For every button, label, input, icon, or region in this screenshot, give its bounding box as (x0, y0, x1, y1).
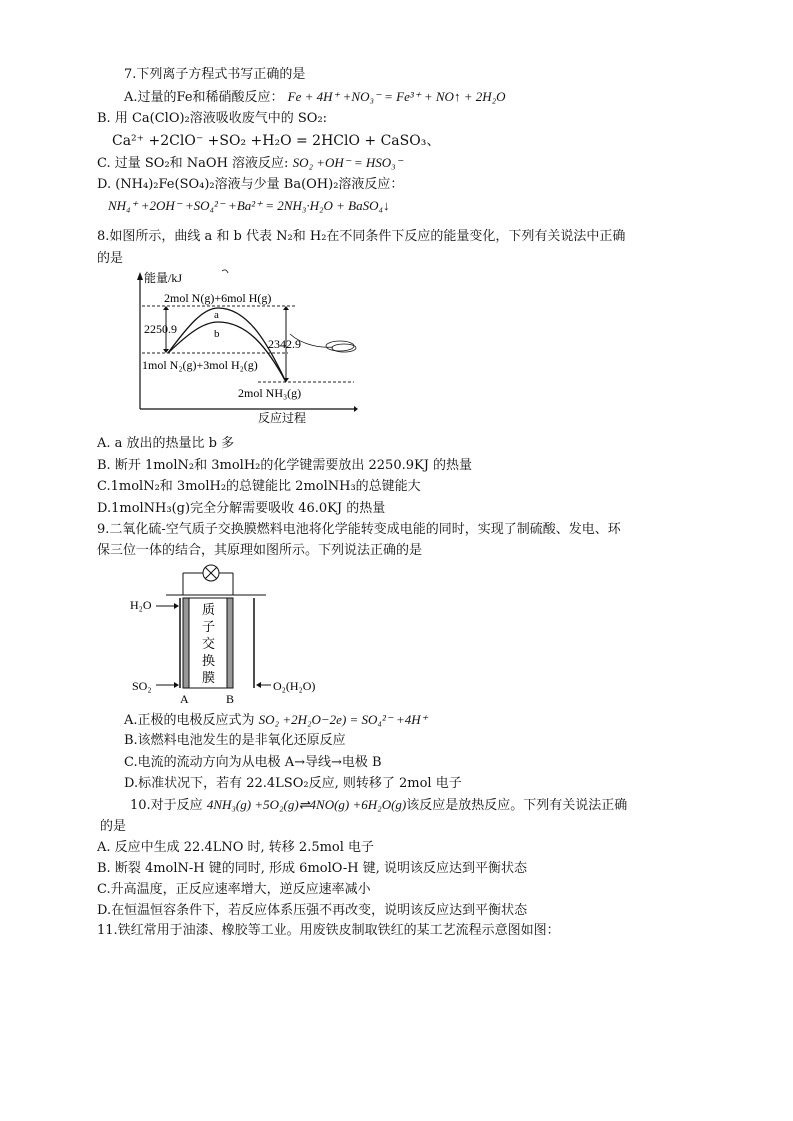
q9-option-a-label: A.正极的电极反应式为 (124, 713, 255, 728)
q7-option-a-label: A.过量的Fe和稀硝酸反应： (124, 90, 284, 105)
electrode-b-label: B (226, 692, 235, 706)
membrane-char-1: 质 (202, 602, 216, 617)
q9-option-b: B.该燃料电池发生的是非氧化还原反应 (124, 733, 346, 748)
q10-stem-equation: 4NH₃(g) +5O₂(g)⇌4NO(g) +6H₂O(g) (206, 797, 407, 812)
right-energy-value: 2342.9 (268, 337, 301, 351)
q9-option-a-equation: SO₂ +2H₂O−2e) = SO₄²⁻ +4H⁺ (258, 712, 428, 727)
curve-b-label: b (214, 328, 220, 340)
q7-option-b-label: B. 用 Ca(ClO)₂溶液吸收废气中的 SO₂: (97, 111, 328, 126)
membrane-char-4: 换 (202, 653, 216, 668)
q10-stem-line1 (130, 796, 627, 815)
q9-option-a (124, 711, 427, 730)
q7-option-d-equation: NH₄⁺ +2OH⁻ +SO₄²⁻ +Ba²⁺ = 2NH₃·H₂O + BaSO₄↓ (108, 198, 390, 213)
q10-option-c: C.升高温度，正反应速率增大，逆反应速率减小 (97, 882, 371, 897)
membrane-char-2: 子 (202, 619, 216, 634)
electrode-a-label: A (180, 692, 189, 706)
q10-stem-line2: 的是 (100, 819, 127, 834)
q10-option-b: B. 断裂 4molN-H 键的同时, 形成 6molO-H 键, 说明该反应达到平衡状态 (97, 861, 528, 876)
q10-option-d: D.在恒温恒容条件下，若反应体系压强不再改变，说明该反应达到平衡状态 (97, 903, 528, 918)
q7-option-c (97, 154, 403, 173)
curve-a-label: a (214, 309, 219, 321)
q8-option-b: B. 断开 1molN₂和 3molH₂的化学键需要放出 2250.9KJ 的热量 (97, 458, 473, 473)
membrane-char-5: 膜 (202, 670, 216, 685)
q8-stem-line2: 的是 (97, 251, 124, 266)
q7-option-b-equation: Ca²⁺ +2ClO⁻ +SO₂ +H₂O = 2HClO + CaSO₃、 (112, 133, 441, 149)
q7-option-c-label: C. 过量 SO₂和 NaOH 溶液反应: (97, 156, 289, 171)
q7-stem: 7.下列离子方程式书写正确的是 (124, 67, 306, 82)
h2o-input-label: H₂O (130, 598, 152, 612)
reaction-axis-label: 反应过程 (258, 411, 307, 425)
q9-stem-line2: 保三位一体的结合，其原理如图所示。下列说法正确的是 (97, 543, 423, 558)
energy-diagram (118, 264, 358, 429)
q8-option-d: D.1molNH₃(g)完全分解需要吸收 46.0KJ 的热量 (97, 501, 386, 516)
q9-stem-line1: 9.二氧化硫-空气质子交换膜燃料电池将化学能转变成电能的同时，实现了制硫酸、发电、环 (97, 522, 621, 537)
q7-option-c-equation: SO₂ +OH⁻ = HSO₃⁻ (292, 155, 403, 170)
q10-option-a: A. 反应中生成 22.4LNO 时, 转移 2.5mol 电子 (97, 840, 375, 855)
electrode-a (183, 598, 189, 688)
q8-option-a: A. a 放出的热量比 b 多 (97, 436, 235, 451)
product-state-label: 2mol NH₃(g) (238, 386, 302, 400)
q8-option-c: C.1molN₂和 3molH₂的总键能比 2molNH₃的总键能大 (97, 479, 421, 494)
reactant-state-label: 1mol N₂(g)+3mol H₂(g) (142, 358, 258, 372)
q11-stem: 11.铁红常用于油漆、橡胶等工业。用废铁皮制取铁红的某工艺流程示意图如图： (97, 923, 560, 938)
q10-stem-suffix: 该反应是放热反应。下列有关说法正确 (406, 798, 628, 813)
q7-option-a-equation: Fe + 4H⁺ +NO₃⁻ = Fe³⁺ + NO↑ + 2H₂O (287, 89, 506, 104)
q9-option-d: D.标准状况下，若有 22.4LSO₂反应, 则转移了 2mol 电子 (124, 776, 462, 791)
o2-input-label: O₂(H₂O) (273, 679, 316, 693)
q8-stem-line1: 8.如图所示，曲线 a 和 b 代表 N₂和 H₂在不同条件下反应的能量变化，下列有关说法中正确 (97, 229, 626, 244)
q10-stem-prefix: 10.对于反应 (130, 798, 203, 813)
fuel-cell-diagram (128, 560, 328, 710)
energy-axis-label: 能量/kJ (144, 271, 183, 285)
q9-option-c: C.电流的流动方向为从电极 A→导线→电极 B (124, 755, 382, 770)
left-energy-value: 2250.9 (144, 322, 177, 336)
q7-option-a (124, 88, 506, 107)
so2-input-label: SO₂ (132, 679, 152, 693)
top-state-label: 2mol N(g)+6mol H(g) (164, 291, 272, 305)
electrode-b (227, 598, 233, 688)
q7-option-d-label: D. (NH₄)₂Fe(SO₄)₂溶液与少量 Ba(OH)₂溶液反应： (97, 177, 404, 192)
membrane-char-3: 交 (202, 636, 216, 651)
